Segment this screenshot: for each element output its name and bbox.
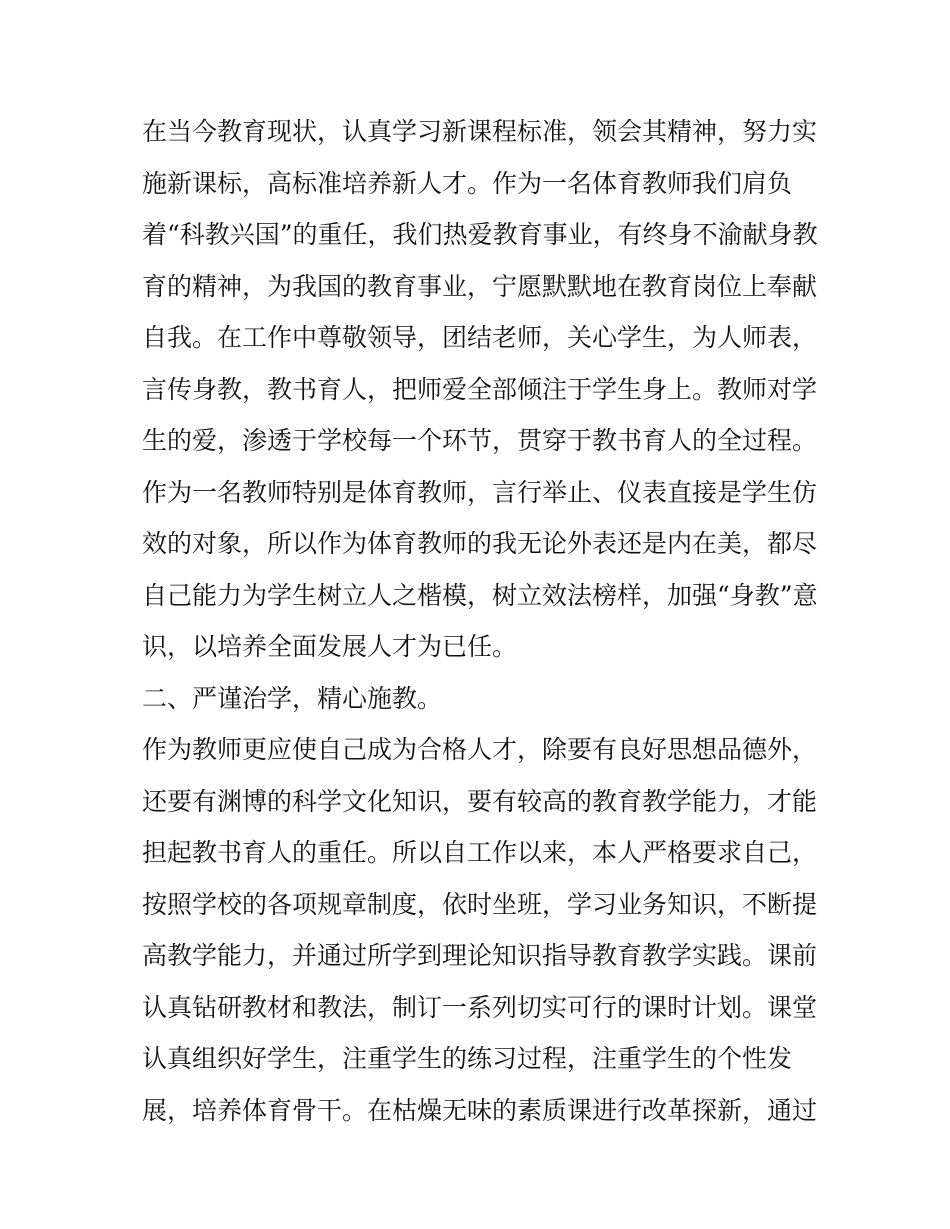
text-line: 效的对象，所以作为体育教师的我无论外表还是内在美，都尽 [142,529,818,558]
text-line: 着“科教兴国”的重任，我们热爱教育事业，有终身不渝献身教 [142,220,818,249]
text-line: 担起教书育人的重任。所以自工作以来，本人严格要求自己， [142,838,818,867]
text-line: 按照学校的各项规章制度，依时坐班，学习业务知识，不断提 [142,889,818,919]
text-line: 展，培养体育骨干。在枯燥无味的素质课进行改革探新，通过 [142,1095,818,1125]
document-body [142,106,822,1136]
text-line: 言传身教，教书育人，把师爱全部倾注于学生身上。教师对学 [142,374,818,404]
text-line: 还要有渊博的科学文化知识，要有较高的教育教学能力，才能 [142,786,818,816]
text-line: 自己能力为学生树立人之楷模，树立效法榜样，加强“身教”意 [142,580,818,610]
text-line: 认真钻研教材和教法，制订一系列切实可行的课时计划。课堂 [142,992,818,1022]
text-line: 生的爱，渗透于学校每一个环节，贯穿于教书育人的全过程。 [142,426,818,455]
text-line: 认真组织好学生，注重学生的练习过程，注重学生的个性发 [142,1044,793,1073]
text-line: 作为一名教师特别是体育教师，言行举止、仪表直接是学生仿 [142,477,818,507]
text-line: 育的精神，为我国的教育事业，宁愿默默地在教育岗位上奉献 [142,271,818,301]
section-heading: 二、严谨治学，精心施教。 [142,683,443,713]
text-line: 高教学能力，并通过所学到理论知识指导教育教学实践。课前 [142,941,818,970]
text-line: 作为教师更应使自己成为合格人才，除要有良好思想品德外， [142,735,818,764]
text-line: 识，以培养全面发展人才为已任。 [142,632,518,661]
text-line: 在当今教育现状，认真学习新课程标准，领会其精神，努力实 [142,117,818,146]
text-line: 施新课标，高标准培养新人才。作为一名体育教师我们肩负 [142,168,793,198]
text-line: 自我。在工作中尊敬领导，团结老师，关心学生，为人师表， [142,323,818,352]
